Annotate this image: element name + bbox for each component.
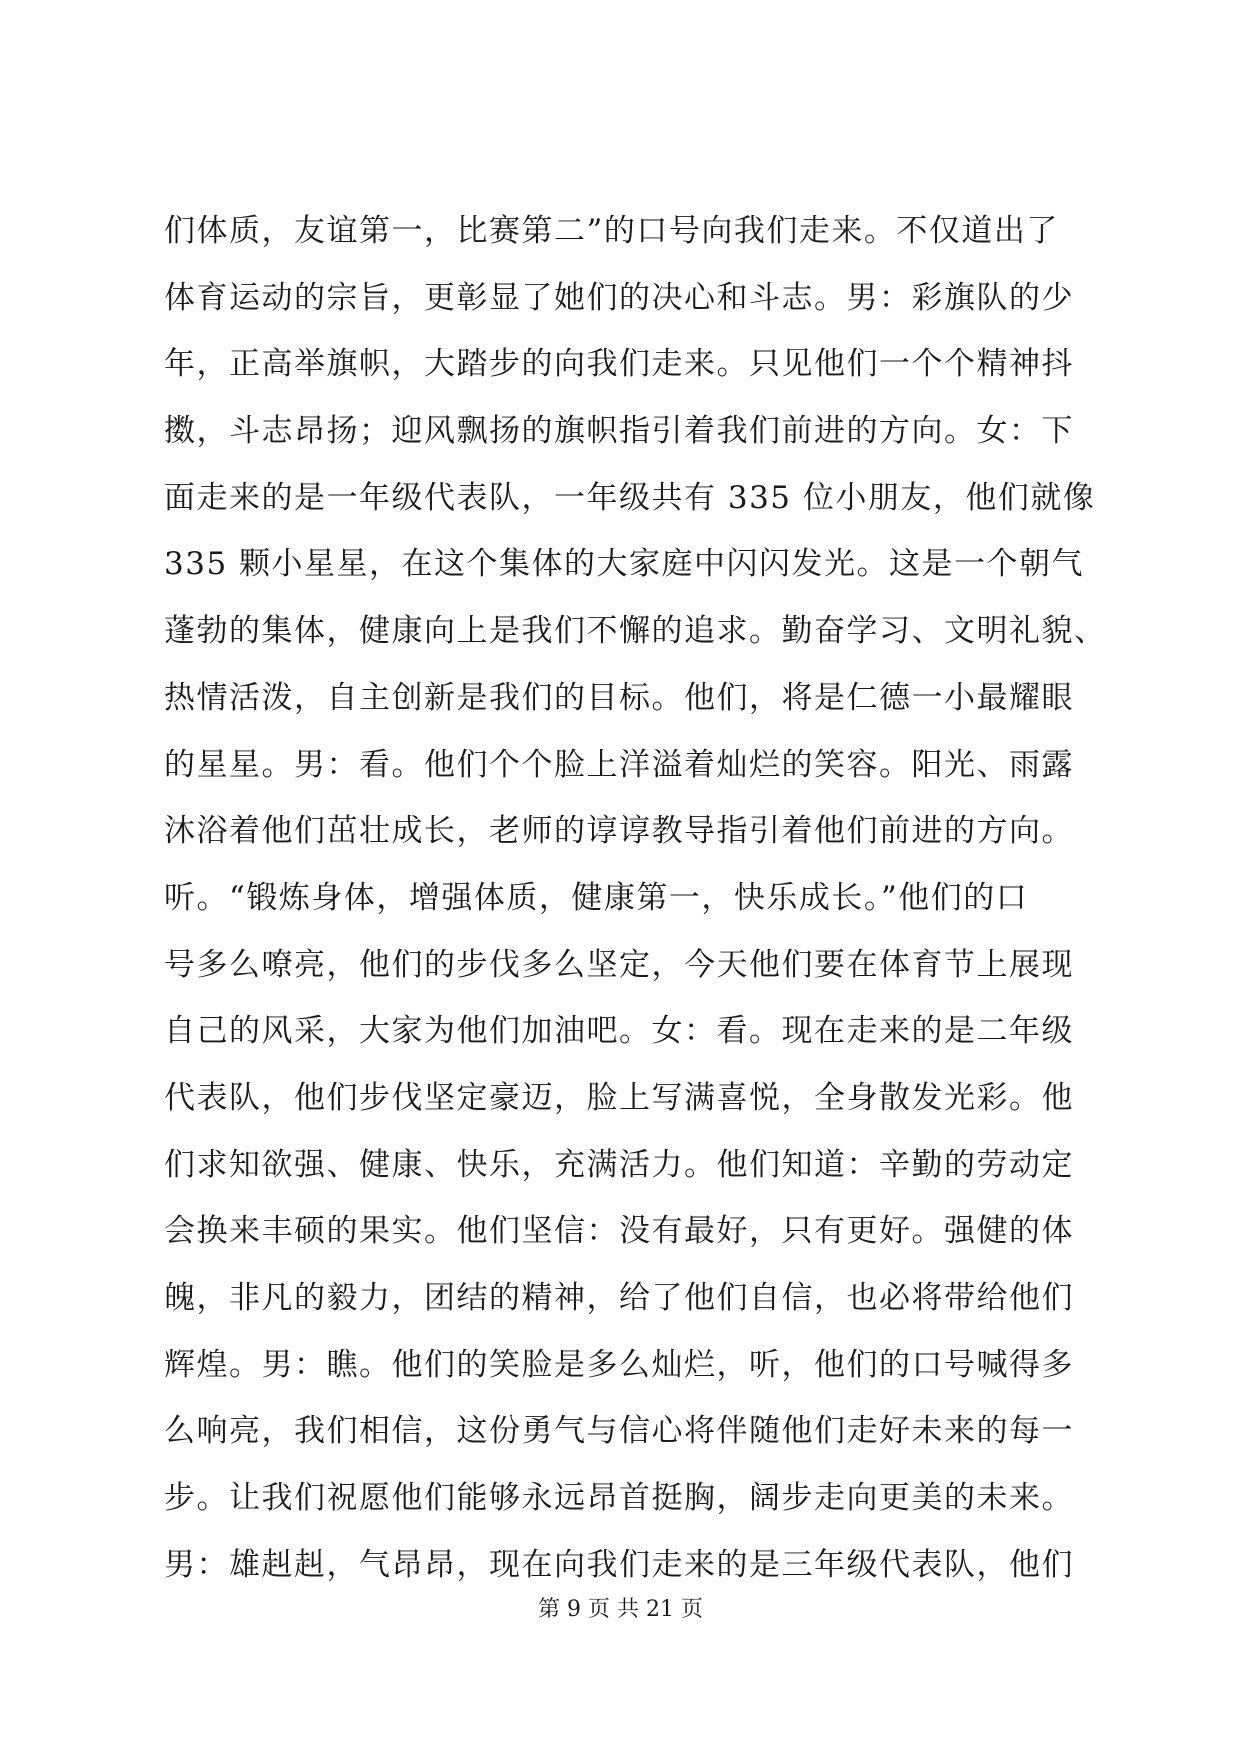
text-line: 们求知欲强、健康、快乐，充满活力。他们知道：辛勤的劳动定 xyxy=(164,1146,1074,1183)
text-line: 擞，斗志昂扬；迎风飘扬的旗帜指引着我们前进的方向。女：下 xyxy=(164,413,1074,450)
text-line: 会换来丰硕的果实。他们坚信：没有最好，只有更好。强健的体 xyxy=(164,1213,1074,1250)
body-text xyxy=(164,198,1107,1598)
text-line: 面走来的是一年级代表队，一年级共有 335 位小朋友，他们就像 xyxy=(164,479,1096,516)
text-line: 热情活泼，自主创新是我们的目标。他们，将是仁德一小最耀眼 xyxy=(164,679,1074,716)
text-line: 沐浴着他们茁壮成长，老师的谆谆教导指引着他们前进的方向。 xyxy=(164,813,1074,850)
text-line: 魄，非凡的毅力，团结的精神，给了他们自信，也必将带给他们 xyxy=(164,1280,1074,1316)
text-line: 代表队，他们步伐坚定豪迈，脸上写满喜悦，全身散发光彩。他 xyxy=(164,1079,1074,1116)
text-line: 号多么嘹亮，他们的步伐多么坚定，今天他们要在体育节上展现 xyxy=(164,946,1074,983)
text-line: 335 颗小星星，在这个集体的大家庭中闪闪发光。这是一个朝气 xyxy=(164,546,1085,583)
text-line: 么响亮，我们相信，这份勇气与信心将伴随他们走好未来的每一 xyxy=(164,1413,1074,1450)
text-line: 辉煌。男：瞧。他们的笑脸是多么灿烂，听，他们的口号喊得多 xyxy=(164,1346,1074,1383)
text-line: 体育运动的宗旨，更彰显了她们的决心和斗志。男：彩旗队的少 xyxy=(164,279,1074,316)
page-footer: 第 9 页 共 21 页 xyxy=(538,1597,703,1622)
text-line: 蓬勃的集体，健康向上是我们不懈的追求。勤奋学习、文明礼貌、 xyxy=(164,613,1107,650)
text-line: 们体质，友谊第一，比赛第二”的口号向我们走来。不仅道出了 xyxy=(164,213,1059,249)
text-line: 听。“锻炼身体，增强体质，健康第一，快乐成长。”他们的口 xyxy=(164,879,1029,916)
text-line: 年，正高举旗帜，大踏步的向我们走来。只见他们一个个精神抖 xyxy=(164,346,1074,383)
text-line: 男：雄赳赳，气昂昂，现在向我们走来的是三年级代表队，他们 xyxy=(164,1546,1074,1583)
text-line: 的星星。男：看。他们个个脸上洋溢着灿烂的笑容。阳光、雨露 xyxy=(164,746,1074,783)
text-line: 步。让我们祝愿他们能够永远昂首挺胸，阔步走向更美的未来。 xyxy=(164,1480,1074,1517)
text-line: 自己的风采，大家为他们加油吧。女：看。现在走来的是二年级 xyxy=(164,1013,1074,1050)
